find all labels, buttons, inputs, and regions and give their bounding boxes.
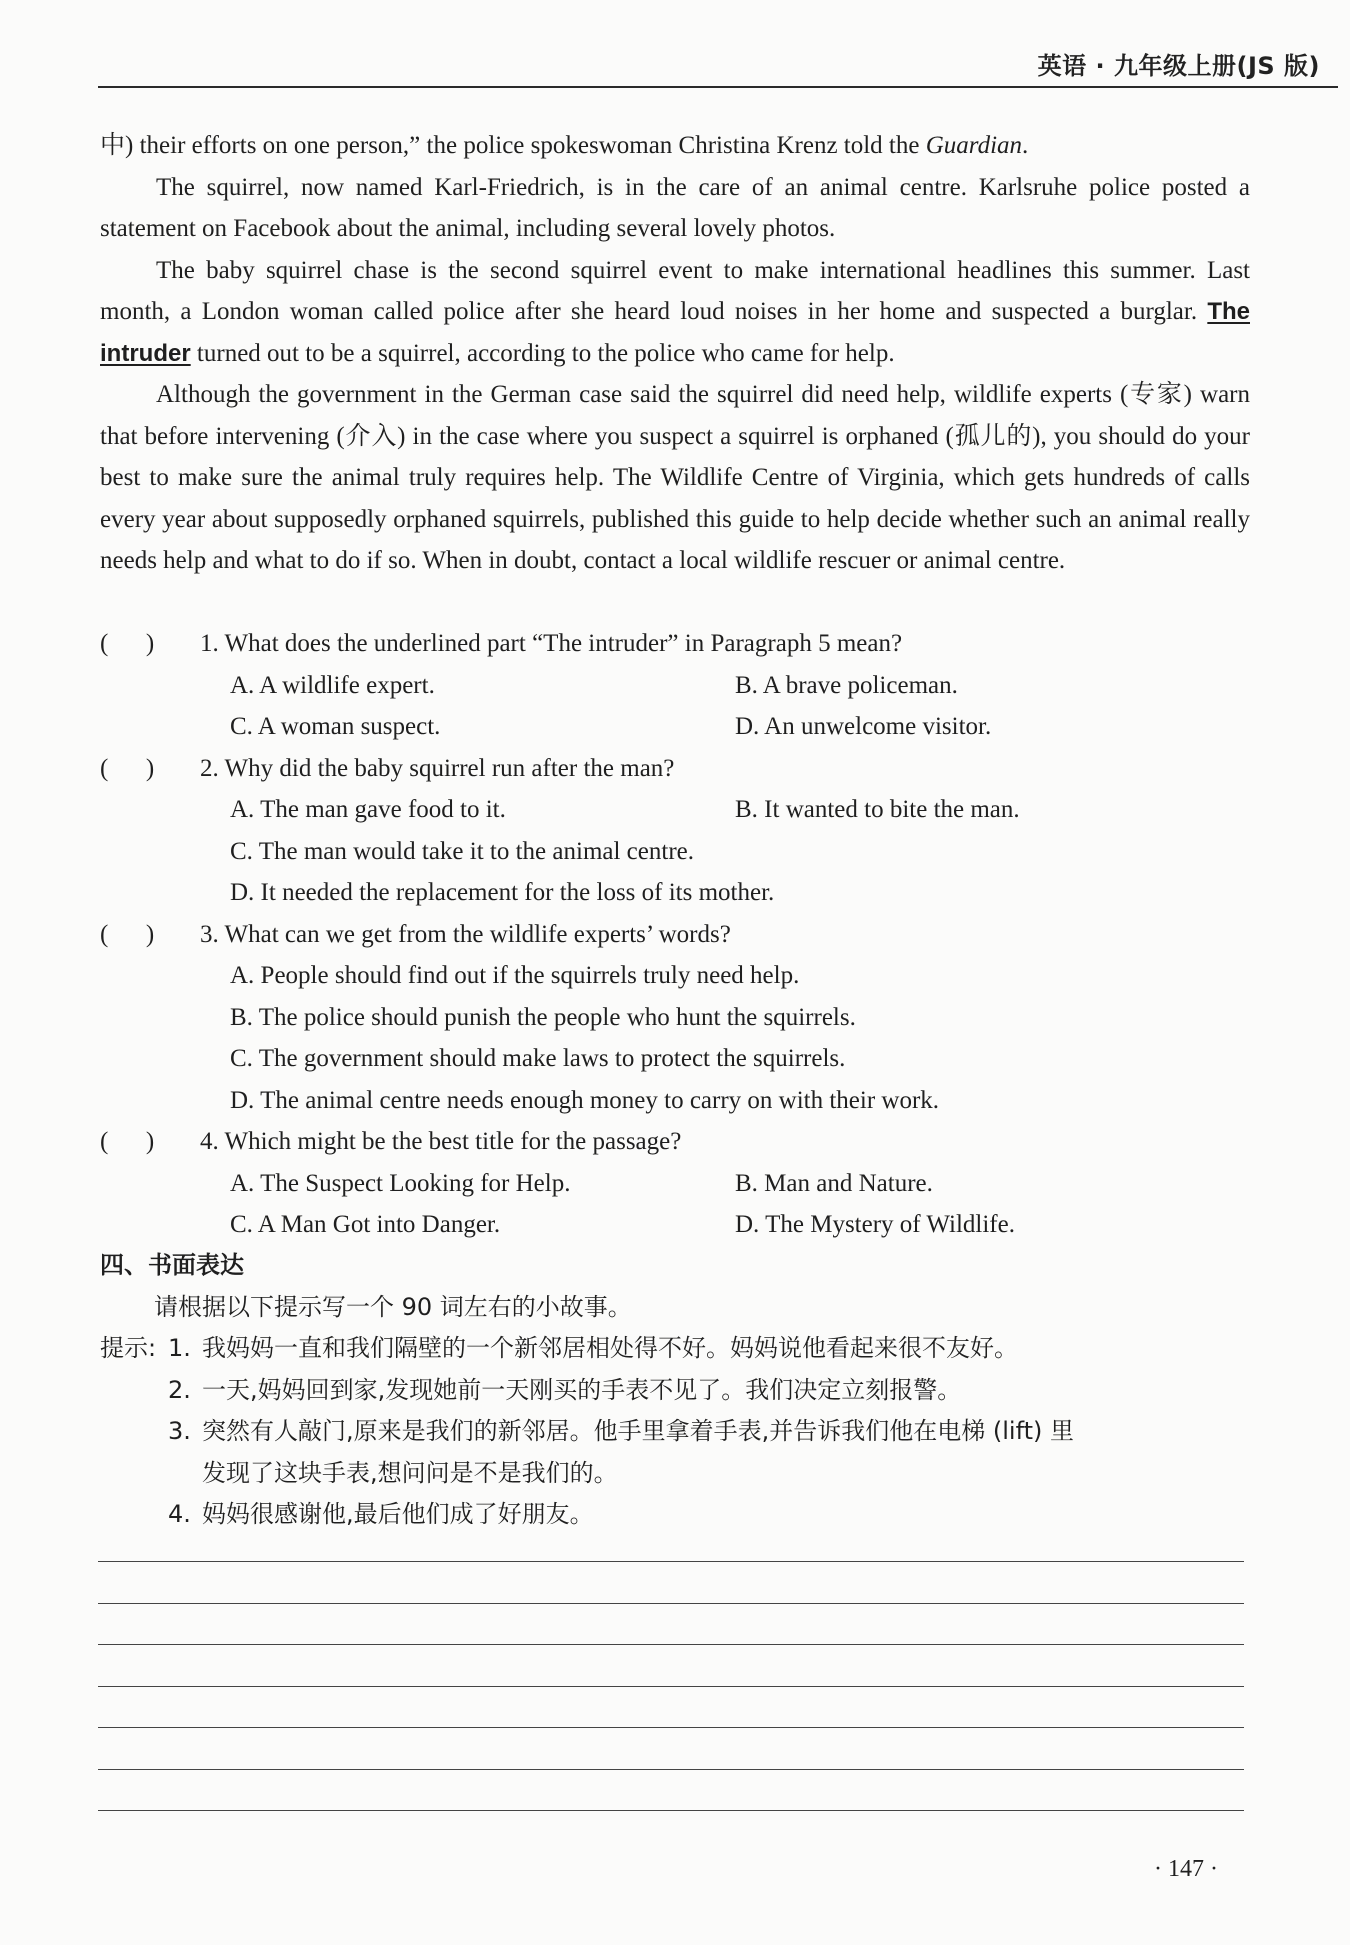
writing-line[interactable] xyxy=(98,1769,1244,1770)
option-b: B. It wanted to bite the man. xyxy=(735,796,1020,823)
hint-2 xyxy=(100,1370,1260,1412)
paragraph-3-text: The baby squirrel chase is the second squirrel event to make international headlines this summer. Last month, a London woman called police after she heard loud noises in her home and suspected a burglar. xyxy=(100,256,1250,325)
writing-line[interactable] xyxy=(98,1810,1244,1811)
hint-text: 一天,妈妈回到家,发现她前一天刚买的手表不见了。我们决定立刻报警。 xyxy=(202,1375,962,1404)
paragraph-3 xyxy=(100,250,1250,375)
option-b: B. A brave policeman. xyxy=(735,671,958,699)
option-d: D. An unwelcome visitor. xyxy=(735,713,992,740)
option-a: A. The Suspect Looking for Help. xyxy=(230,1169,571,1197)
writing-line[interactable] xyxy=(98,1644,1244,1645)
section-title: 四、书面表达 xyxy=(100,1251,244,1279)
page-number: · 147 · xyxy=(1154,1856,1218,1882)
option-d: D. The Mystery of Wildlife. xyxy=(735,1211,1015,1238)
hint-label: 提示: xyxy=(100,1334,157,1362)
book-title: 英语 · 九年级上册(JS 版) xyxy=(1037,52,1320,80)
answer-blank[interactable]: ( ) xyxy=(100,920,155,948)
hint-text: 妈妈很感谢他,最后他们成了好朋友。 xyxy=(202,1500,594,1528)
option-b: B. Man and Nature. xyxy=(735,1169,933,1197)
question-3 xyxy=(100,914,1250,1122)
question-2 xyxy=(100,748,1250,914)
writing-line[interactable] xyxy=(98,1686,1244,1687)
answer-blank[interactable]: ( ) xyxy=(100,754,155,782)
hint-3 xyxy=(100,1411,1260,1453)
hint-text: 突然有人敲门,原来是我们的新邻居。他手里拿着手表,并告诉我们他在电梯 (lift) 里 xyxy=(202,1417,1075,1445)
underlined-phrase: The intruder xyxy=(100,298,1250,367)
hint-4 xyxy=(100,1494,1260,1536)
hint-3-continued: 发现了这块手表,想问问是不是我们的。 xyxy=(202,1458,618,1487)
hint-number: 4. xyxy=(168,1500,191,1528)
option-c: C. A woman suspect. xyxy=(230,713,441,740)
question-stem: 3. What can we get from the wildlife experts’ words? xyxy=(200,920,731,948)
answer-blank[interactable]: ( ) xyxy=(100,1128,155,1155)
question-stem: 4. Which might be the best title for the passage? xyxy=(200,1128,682,1155)
hint-text: 我妈妈一直和我们隔壁的一个新邻居相处得不好。妈妈说他看起来很不友好。 xyxy=(202,1334,1018,1362)
hint-1 xyxy=(100,1328,1260,1370)
hint-number: 3. xyxy=(168,1417,191,1445)
option-a: A. People should find out if the squirrels truly need help. xyxy=(230,962,800,989)
page-header xyxy=(0,0,1350,92)
option-a: A. A wildlife expert. xyxy=(230,671,435,699)
question-1 xyxy=(100,623,1250,748)
question-stem: 1. What does the underlined part “The intruder” in Paragraph 5 mean? xyxy=(200,630,903,657)
question-list xyxy=(100,623,1250,1246)
option-c: C. The man would take it to the animal centre. xyxy=(230,837,694,865)
hint-number: 1. xyxy=(168,1334,191,1362)
answer-blank[interactable]: ( ) xyxy=(100,630,155,657)
paragraph-1-end: . xyxy=(1022,132,1029,159)
writing-line[interactable] xyxy=(98,1561,1244,1562)
writing-section xyxy=(100,1245,1260,1536)
option-a: A. The man gave food to it. xyxy=(230,796,506,823)
writing-instruction: 请根据以下提示写一个 90 词左右的小故事。 xyxy=(154,1292,632,1321)
question-4 xyxy=(100,1121,1250,1246)
option-c: C. A Man Got into Danger. xyxy=(230,1211,501,1238)
writing-line[interactable] xyxy=(98,1727,1244,1728)
reading-passage xyxy=(100,125,1250,582)
header-rule xyxy=(98,86,1338,88)
paragraph-3-end: turned out to be a squirrel, according to the police who came for help. xyxy=(190,339,895,367)
option-d: D. The animal centre needs enough money to carry on with their work. xyxy=(230,1086,940,1114)
paragraph-1 xyxy=(100,125,1250,167)
newspaper-name: Guardian xyxy=(925,132,1023,159)
option-c: C. The government should make laws to protect the squirrels. xyxy=(230,1045,846,1072)
question-stem: 2. Why did the baby squirrel run after the man? xyxy=(200,754,675,782)
paragraph-2: The squirrel, now named Karl-Friedrich, is in the care of an animal centre. Karlsruhe police posted a statement on Facebook about the animal, including several lovely photos. xyxy=(100,173,1250,242)
hint-number: 2. xyxy=(168,1375,191,1404)
paragraph-4: Although the government in the German case said the squirrel did need help, wildlife experts (专家) warn that before intervening (介入) in the case where you suspect a squirrel is orphaned (孤儿的), you should do your best to make sure the animal truly requires help. The Wildlife Centre of Virginia, which gets hundreds of calls every year about supposedly orphaned squirrels, published this guide to help decide whether such an animal really needs help and what to do if so. When in doubt, contact a local wildlife rescuer or animal centre. xyxy=(100,381,1250,574)
option-b: B. The police should punish the people who hunt the squirrels. xyxy=(230,1003,856,1031)
option-d: D. It needed the replacement for the loss of its mother. xyxy=(230,879,775,906)
writing-area[interactable] xyxy=(98,1561,1244,1852)
paragraph-1-text: 中) their efforts on one person,” the police spokeswoman Christina Krenz told the xyxy=(100,132,926,159)
writing-line[interactable] xyxy=(98,1603,1244,1604)
